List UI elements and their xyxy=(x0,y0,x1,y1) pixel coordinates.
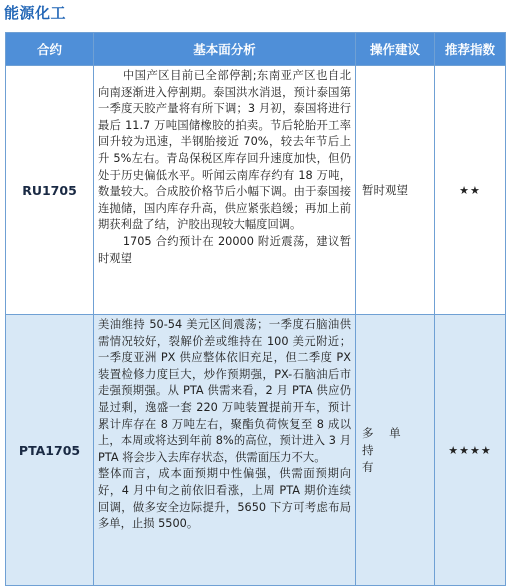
header-index: 推荐指数 xyxy=(435,33,506,66)
analysis-paragraph: 美油维持 50-54 美元区间震荡；一季度石脑油供需情况较好，裂解价差或维持在 100 美元附近；一季度亚洲 PX 供应整体依旧充足，但二季度 PX 装置检修力度巨大，炒作预期强，PX-石脑油后市走强预期强。从 PTA 供需来看，2 月 PTA 供应仍显过剩，逸盛一套 220 万吨装置提前开车，预计累计库存在 8 万吨左右，聚酯负荷恢复至 8 成以上，本周或将达到年前 8%的高位，预计进入 3 月 PTA 将会步入去库存状态，供需面压力不大。 xyxy=(98,318,351,464)
action-cell: 暂时观望 xyxy=(356,66,435,315)
analysis-paragraph: 1705 合约预计在 20000 附近震荡，建议暂时观望 xyxy=(98,234,351,265)
table-row xyxy=(6,66,506,315)
analysis-table xyxy=(5,32,506,586)
action-text-line: 多 单 持 xyxy=(362,425,407,457)
analysis-paragraph: 中国产区目前已全部停割;东南亚产区也自北向南逐渐进入停割期。泰国洪水消退，预计泰国第一季度天胶产量将有所下调；3 月初，泰国将进行最后 11.7 万吨国储橡胶的拍卖。节后轮胎开工率回升较为迅速，半钢胎接近 70%，较去年节后上升 5%左右。青岛保税区库存回升速度加快，但仍处于历史偏低水平。听闻云南库存约有 18 万吨，数量较大。合成胶价格节后小幅下调。由于泰国接连抛储，国内库存升高，供应紧张趋缓；再加上前期获利盘了结，沪胶出现较大幅度回调。 xyxy=(98,69,351,232)
contract-cell: RU1705 xyxy=(6,66,94,315)
action-text-line: 有 xyxy=(362,459,374,474)
header-analysis: 基本面分析 xyxy=(94,33,356,66)
header-action: 操作建议 xyxy=(356,33,435,66)
section-title: 能源化工 xyxy=(4,4,67,22)
analysis-cell xyxy=(94,315,356,586)
table-row xyxy=(6,315,506,586)
rating-stars: ★★★★ xyxy=(435,315,506,586)
analysis-paragraph: 整体而言，成本面预期中性偏强，供需面预期向好，4 月中旬之前依旧看涨，上周 PTA 期价连续回调，做多安全边际提升，5650 下方可考虑布局多单，止损 5500。 xyxy=(98,467,351,531)
header-contract: 合约 xyxy=(6,33,94,66)
analysis-cell xyxy=(94,66,356,315)
contract-cell: PTA1705 xyxy=(6,315,94,586)
rating-stars: ★★ xyxy=(435,66,506,315)
action-cell xyxy=(356,315,435,586)
table-header-row xyxy=(6,33,506,66)
